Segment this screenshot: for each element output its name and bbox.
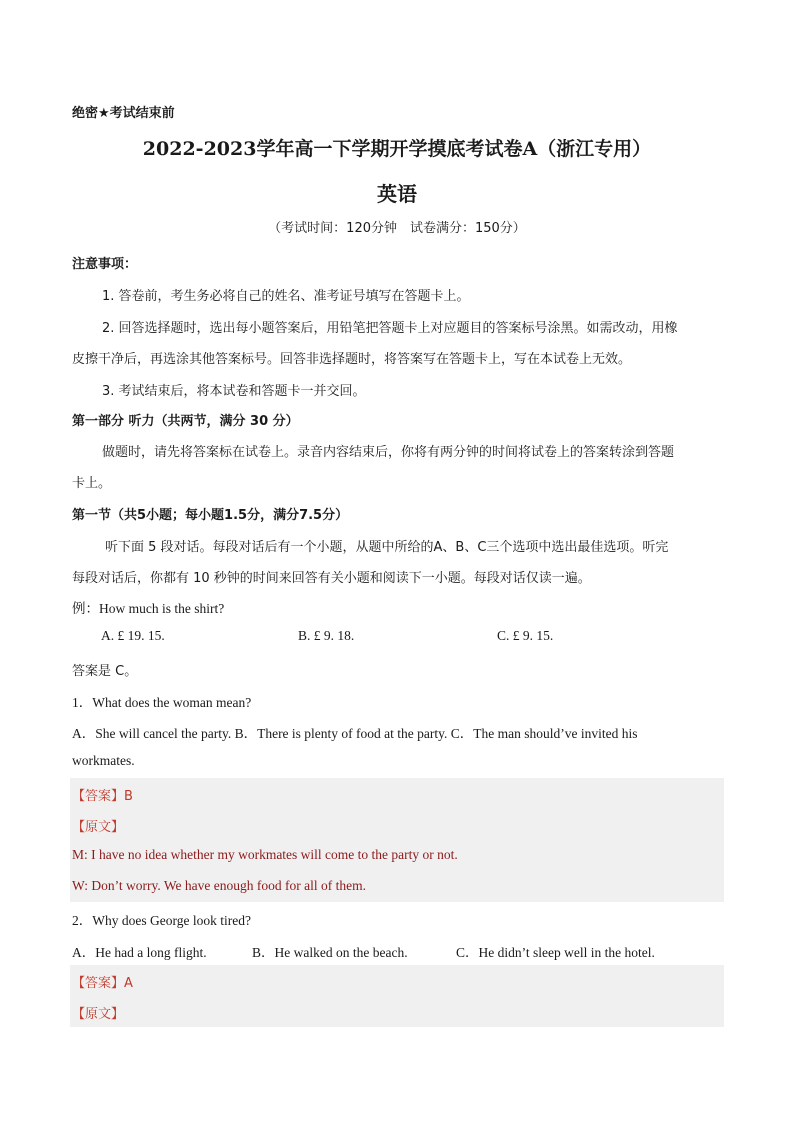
question-1-options-line2: workmates. <box>72 753 135 768</box>
example-answer: 答案是 C。 <box>72 664 138 679</box>
part1-instruction-line2: 卡上。 <box>72 476 112 491</box>
question-1-answer <box>72 785 133 804</box>
section1-instruction-line2: 每段对话后，你都有 10 秒钟的时间来回答有关小题和阅读下一小题。每段对话仅读一遍。 <box>72 571 591 586</box>
question-2-option-b: B．He walked on the beach. <box>252 945 408 960</box>
question-2-source-label: 【原文】 <box>72 1007 125 1022</box>
question-2-stem: 2．Why does George look tired? <box>72 913 251 928</box>
subject-title: 英语 <box>377 182 417 206</box>
notice-item-2-line2: 皮擦干净后，再选涂其他答案标号。回答非选择题时，将答案写在答题卡上，写在本试卷上无效。 <box>72 352 632 367</box>
question-2-answer <box>72 972 133 991</box>
answer-value: A <box>124 976 133 991</box>
confidential-label: 绝密★考试结束前 <box>72 106 175 121</box>
example-question: 例：How much is the shirt? <box>72 601 225 616</box>
answer-value: B <box>124 789 133 804</box>
notice-heading: 注意事项： <box>72 257 138 272</box>
exam-title: 2022-2023学年高一下学期开学摸底考试卷A（浙江专用） <box>142 138 652 160</box>
example-option-a: A. £ 19. 15. <box>101 628 165 643</box>
question-1-stem: 1．What does the woman mean? <box>72 695 252 710</box>
question-2-option-a: A．He had a long flight. <box>72 945 207 960</box>
question-1-transcript-line2: W: Don’t worry. We have enough food for all of them. <box>72 878 366 893</box>
question-2-answer-block <box>70 965 724 1027</box>
example-option-c: C. £ 9. 15. <box>497 628 554 643</box>
example-option-b: B. £ 9. 18. <box>298 628 355 643</box>
part1-instruction-line1: 做题时，请先将答案标在试卷上。录音内容结束后，你将有两分钟的时间将试卷上的答案转涂到答题 <box>102 445 675 460</box>
notice-item-3: 3. 考试结束后，将本试卷和答题卡一并交回。 <box>102 384 366 399</box>
section1-heading: 第一节（共5小题；每小题1.5分，满分7.5分） <box>72 508 349 523</box>
answer-label: 【答案】 <box>72 789 125 804</box>
question-2-option-c: C．He didn’t sleep well in the hotel. <box>456 945 655 960</box>
exam-time-info: （考试时间：120分钟 试卷满分：150分） <box>268 221 526 236</box>
answer-label: 【答案】 <box>72 976 125 991</box>
section1-instruction-line1: 听下面 5 段对话。每段对话后有一个小题，从题中所给的A、B、C三个选项中选出最佳选项。听完 <box>105 540 669 555</box>
notice-item-1: 1. 答卷前，考生务必将自己的姓名、准考证号填写在答题卡上。 <box>102 289 470 304</box>
question-1-transcript-line1: M: I have no idea whether my workmates will come to the party or not. <box>72 847 458 862</box>
question-1-source-label: 【原文】 <box>72 820 125 835</box>
notice-item-2-line1: 2. 回答选择题时，选出每小题答案后，用铅笔把答题卡上对应题目的答案标号涂黑。如需改动，用橡 <box>102 321 678 336</box>
question-1-options-line1: A．She will cancel the party. B．There is plenty of food at the party. C．The man should’ve invited his <box>72 726 638 741</box>
part1-heading: 第一部分 听力（共两节，满分 30 分） <box>72 414 299 429</box>
